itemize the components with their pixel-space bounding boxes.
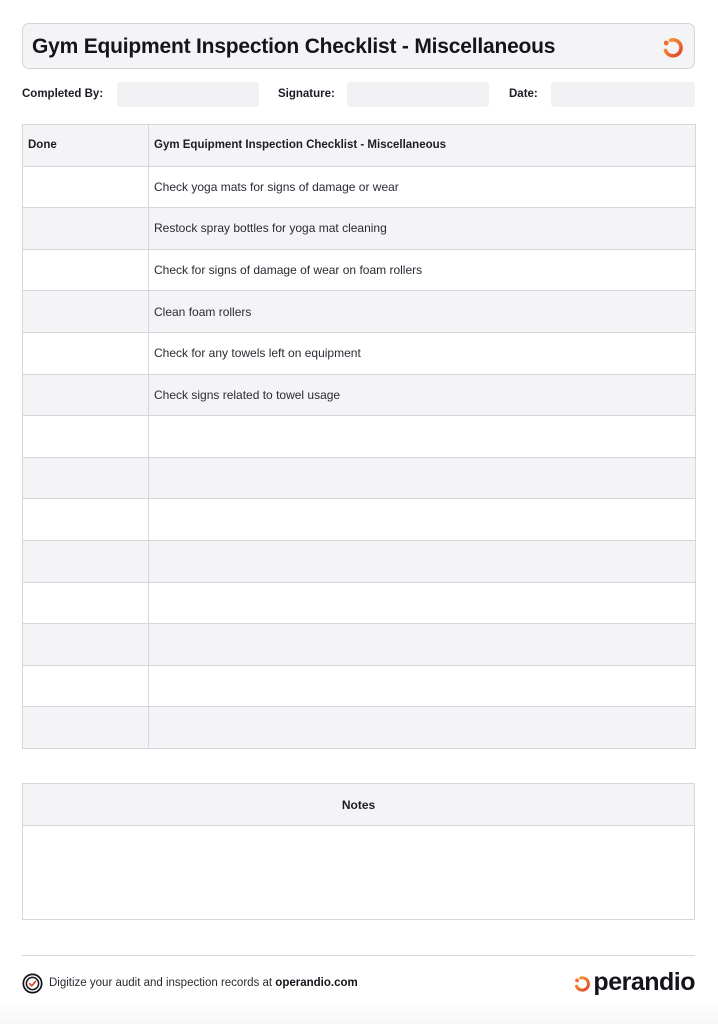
table-row	[23, 208, 696, 250]
done-cell[interactable]	[23, 457, 149, 499]
item-cell[interactable]	[149, 416, 696, 458]
table-row	[23, 499, 696, 541]
done-cell[interactable]	[23, 166, 149, 208]
brand-name: perandio	[593, 967, 695, 996]
item-cell: Check for any towels left on equipment	[149, 332, 696, 374]
document-title: Gym Equipment Inspection Checklist - Miscellaneous	[32, 35, 556, 58]
completed-by-field[interactable]	[117, 82, 259, 107]
signature-label: Signature:	[278, 88, 335, 100]
table-row	[23, 582, 696, 624]
table-header-row	[23, 125, 696, 167]
column-header-done: Done	[23, 125, 149, 167]
item-cell[interactable]	[149, 457, 696, 499]
table-row	[23, 374, 696, 416]
item-cell[interactable]	[149, 707, 696, 749]
item-cell[interactable]	[149, 624, 696, 666]
item-cell: Check signs related to towel usage	[149, 374, 696, 416]
table-row	[23, 707, 696, 749]
item-cell: Clean foam rollers	[149, 291, 696, 333]
date-label: Date:	[509, 88, 538, 100]
done-cell[interactable]	[23, 291, 149, 333]
done-cell[interactable]	[23, 665, 149, 707]
item-cell: Restock spray bottles for yoga mat cleaning	[149, 208, 696, 250]
done-cell[interactable]	[23, 208, 149, 250]
table-row	[23, 249, 696, 291]
done-cell[interactable]	[23, 374, 149, 416]
done-cell[interactable]	[23, 624, 149, 666]
footer-promo	[22, 972, 358, 994]
item-cell: Check for signs of damage of wear on foam rollers	[149, 249, 696, 291]
done-cell[interactable]	[23, 332, 149, 374]
table-row	[23, 332, 696, 374]
brand-logo	[573, 966, 695, 998]
signature-field[interactable]	[347, 82, 489, 107]
footer-text	[49, 977, 358, 989]
notes-section	[22, 783, 695, 920]
column-header-item: Gym Equipment Inspection Checklist - Miscellaneous	[149, 125, 696, 167]
item-cell[interactable]	[149, 665, 696, 707]
table-row	[23, 166, 696, 208]
done-cell[interactable]	[23, 499, 149, 541]
done-cell[interactable]	[23, 707, 149, 749]
notes-field[interactable]	[23, 826, 694, 919]
operandio-ring-icon	[661, 35, 685, 59]
checklist-table	[22, 124, 696, 749]
table-row	[23, 416, 696, 458]
done-cell[interactable]	[23, 416, 149, 458]
done-cell[interactable]	[23, 249, 149, 291]
table-row	[23, 624, 696, 666]
table-row	[23, 540, 696, 582]
item-cell[interactable]	[149, 499, 696, 541]
item-cell: Check yoga mats for signs of damage or wear	[149, 166, 696, 208]
completed-by-label: Completed By:	[22, 88, 104, 100]
footer-link[interactable]: operandio.com	[275, 977, 358, 989]
table-row	[23, 457, 696, 499]
notes-header: Notes	[23, 784, 694, 826]
done-cell[interactable]	[23, 582, 149, 624]
date-field[interactable]	[551, 82, 695, 107]
operandio-o-icon	[573, 974, 592, 993]
table-row	[23, 291, 696, 333]
check-badge-icon	[22, 973, 43, 994]
title-bar	[22, 23, 695, 69]
table-row	[23, 665, 696, 707]
item-cell[interactable]	[149, 540, 696, 582]
item-cell[interactable]	[149, 582, 696, 624]
done-cell[interactable]	[23, 540, 149, 582]
meta-row	[22, 82, 695, 107]
footer-text-prefix: Digitize your audit and inspection records at	[49, 977, 276, 989]
footer-divider	[22, 955, 695, 956]
